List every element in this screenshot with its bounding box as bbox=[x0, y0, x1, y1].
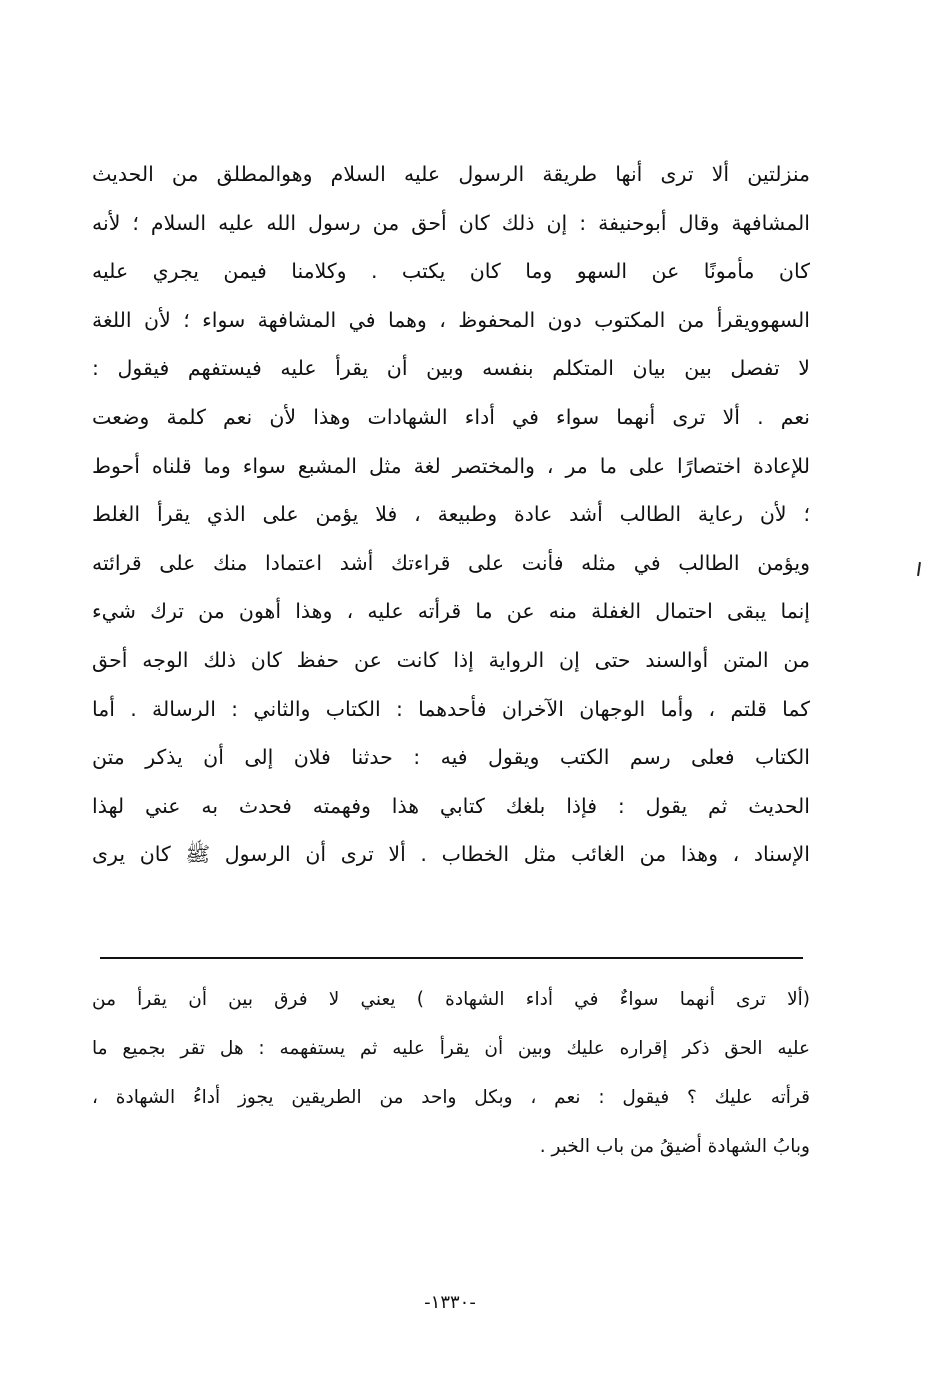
main-text-body bbox=[92, 150, 810, 879]
footnote-line: (ألا ترى أنهما سواءٌ في أداء الشهادة ) يعني لا فرق بين أن يقرأ من bbox=[92, 989, 810, 1010]
page-number: -١٣٣٠- bbox=[424, 1292, 476, 1313]
main-text-line: نعم . ألا ترى أنهما سواء في أداء الشهادات وهذا لأن نعم كلمة وضعت bbox=[92, 404, 810, 429]
main-text-line: منزلتين ألا ترى أنها طريقة الرسول عليه السلام وهوالمطلق من الحديث bbox=[92, 162, 810, 186]
main-text-line: للإعادة اختصارًا على ما مر ، والمختصر لغة مثل المشبع سواء وما قلناه أحوط bbox=[92, 453, 810, 478]
scan-mark bbox=[917, 562, 921, 576]
main-text-line: السهوويقرأ من المكتوب دون المحفوظ ، وهما في المشافهة سواء ؛ لأن اللغة bbox=[92, 307, 810, 332]
main-text-line: الإسناد ، وهذا من الغائب مثل الخطاب . ألا ترى أن الرسول ﷺ كان يرى bbox=[92, 842, 810, 867]
main-text-line: ؛ لأن رعاية الطالب أشد عادة وطبيعة ، فلا يؤمن على الذي يقرأ الغلط bbox=[92, 502, 810, 527]
footnote-body bbox=[92, 975, 810, 1171]
footnote-line: وبابُ الشهادة أضيقُ من باب الخبر . bbox=[539, 1136, 810, 1157]
footnote-line: عليه الحق ذكر إقراره عليك وبين أن يقرأ عليه ثم يستفهمه : هل تقر بجميع ما bbox=[92, 1038, 810, 1059]
main-text-line: ويؤمن الطالب في مثله فأنت على قراءتك أشد اعتمادا منك على قرائته bbox=[92, 550, 810, 575]
main-text-line: الكتاب فعلى رسم الكتب ويقول فيه : حدثنا فلان إلى أن يذكر متن bbox=[92, 745, 810, 770]
footnote-line: قرأته عليك ؟ فيقول : نعم ، وبكل واحد من الطريقين يجوز أداءُ الشهادة ، bbox=[92, 1087, 810, 1108]
main-text-line: الحديث ثم يقول : فإذا بلغك كتابي هذا وفهمته فحدث به عني لهذا bbox=[92, 793, 810, 818]
main-text-line: المشافهة وقال أبوحنيفة : إن ذلك كان أحق من رسول الله عليه السلام ؛ لأنه bbox=[92, 210, 810, 235]
main-text-line: كما قلتم ، وأما الوجهان الآخران فأحدهما : الكتاب والثاني : الرسالة . أما bbox=[92, 696, 810, 721]
main-text-line: لا تفصل بين بيان المتكلم بنفسه وبين أن يقرأ عليه فيستفهم فيقول : bbox=[92, 356, 810, 381]
main-text-line: إنما يبقى احتمال الغفلة منه عن ما قرأته عليه ، وهذا أهون من ترك شيء bbox=[92, 599, 810, 624]
footnote-separator bbox=[100, 957, 803, 959]
main-text-line: كان مأمونًا عن السهو وما كان يكتب . وكلامنا فيمن يجري عليه bbox=[92, 259, 810, 284]
main-text-line: من المتن أوالسند حتى إن الرواية إذا كانت عن حفظ كان ذلك الوجه أحق bbox=[92, 647, 810, 672]
